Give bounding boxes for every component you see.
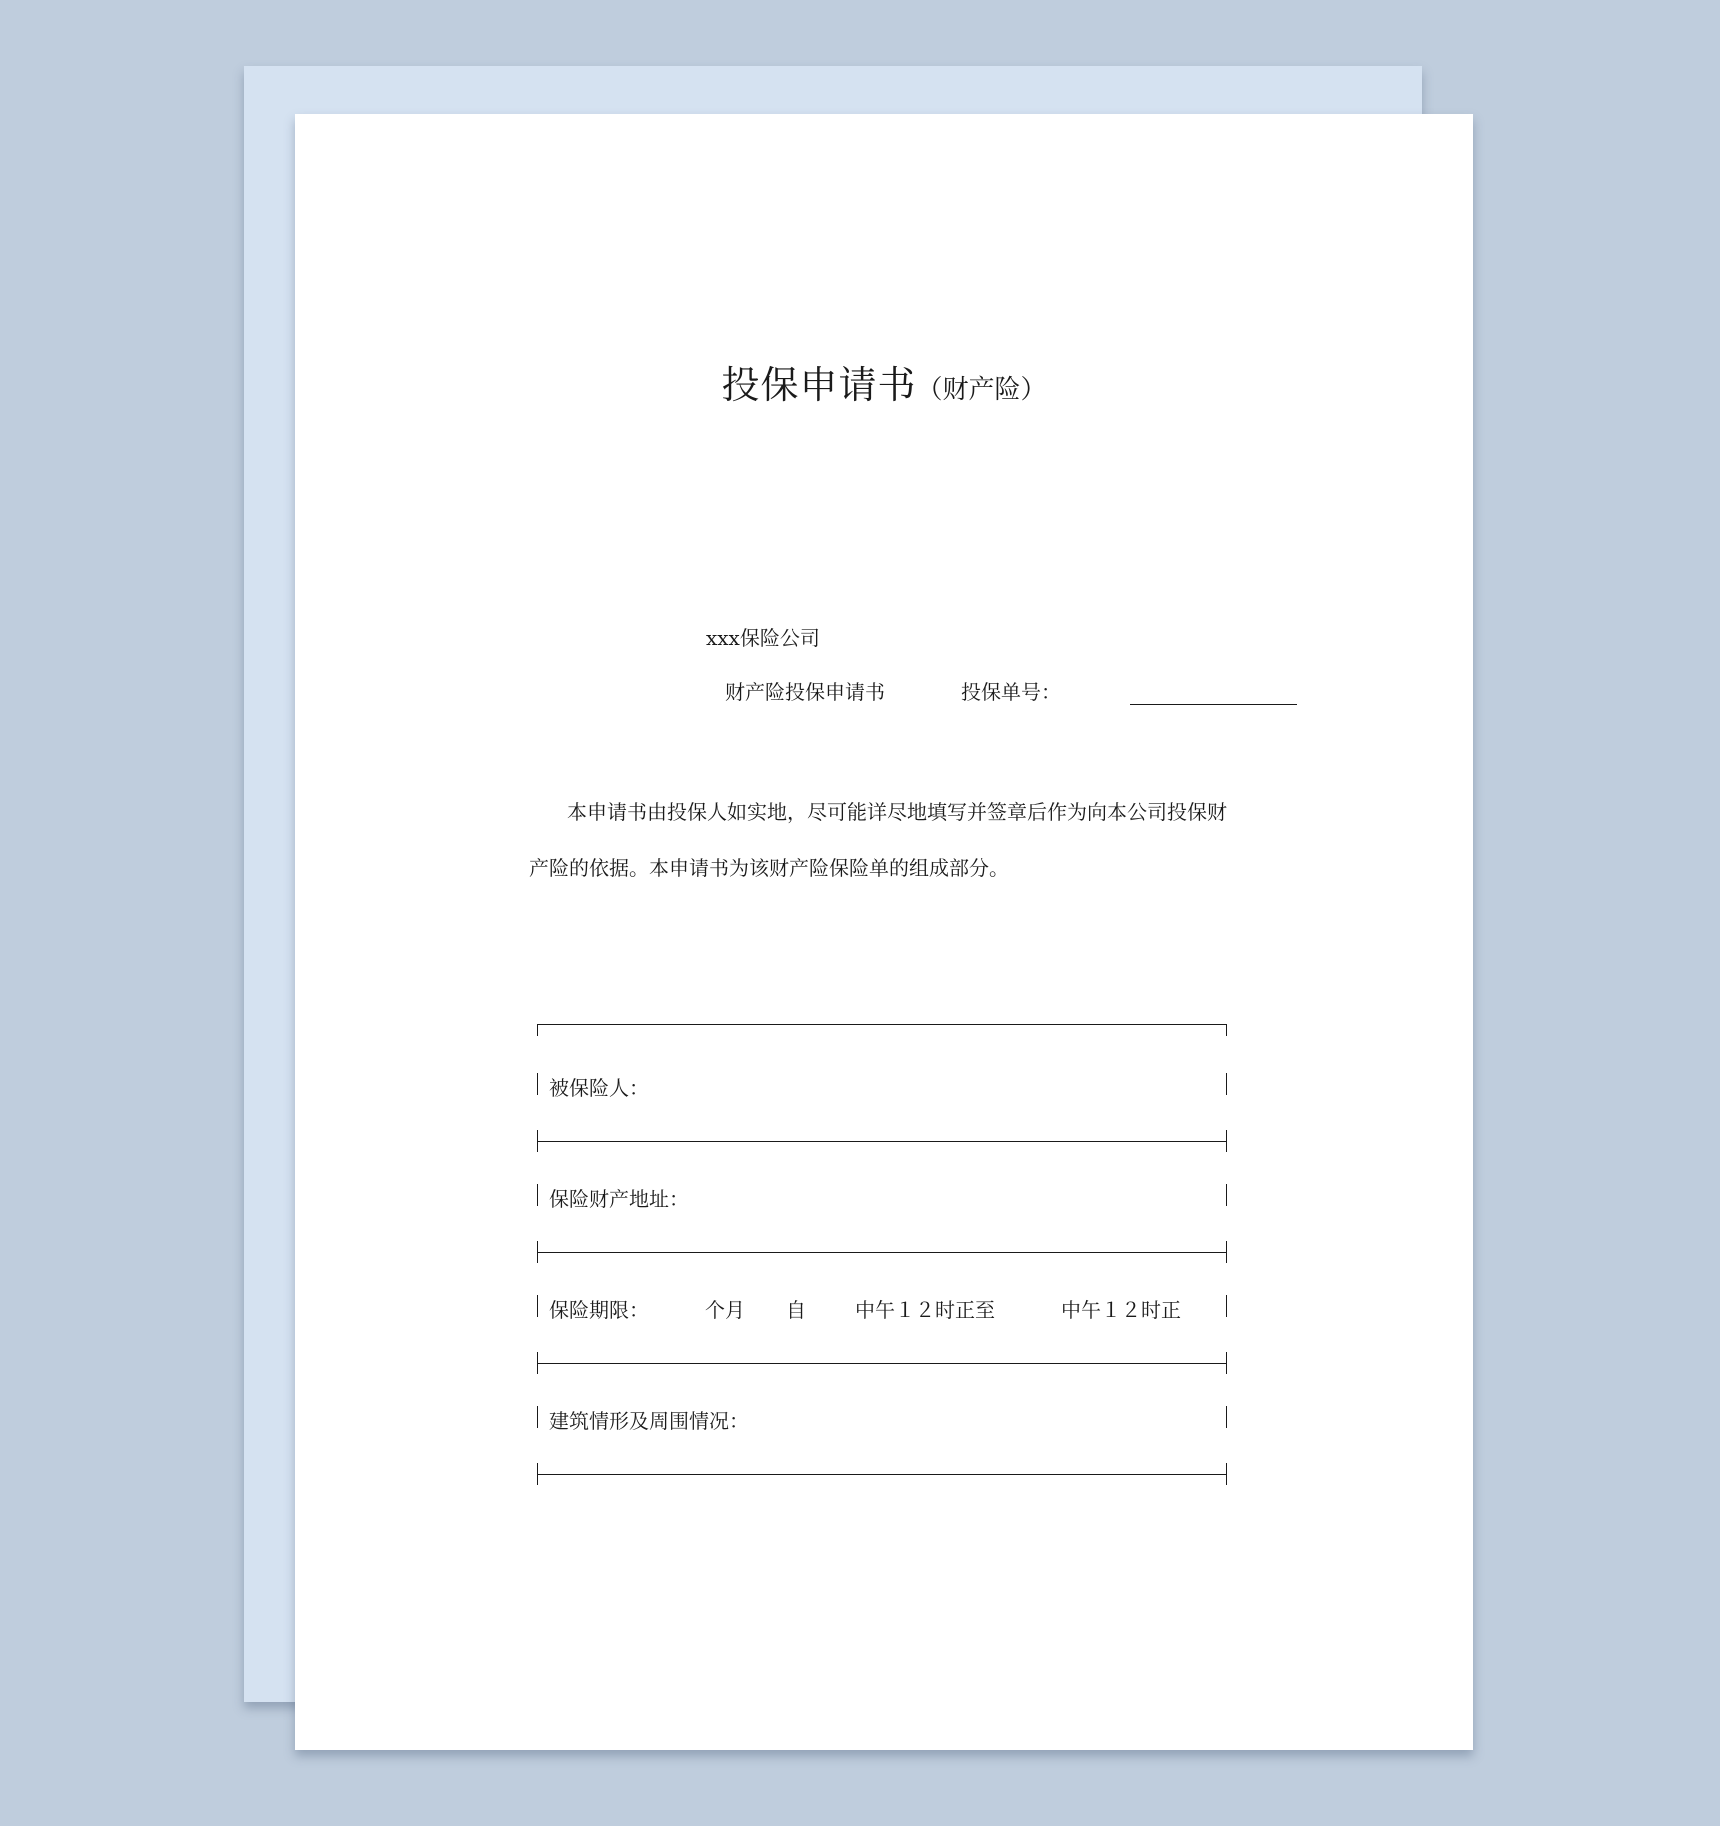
- building-row[interactable]: [537, 1369, 1227, 1468]
- building-label: 建筑情形及周围情况：: [549, 1409, 749, 1433]
- period-noon-end: 中午１２时正: [1061, 1298, 1181, 1322]
- document-title: [295, 354, 1473, 409]
- form-name: 财产险投保申请书: [725, 680, 885, 704]
- period-label: 保险期限：: [549, 1298, 649, 1322]
- row-divider: [537, 1135, 1227, 1147]
- intro-text: 本申请书由投保人如实地，尽可能详尽地填写并签章后作为向本公司投保财产险的依据。本申请书为该财产险保险单的组成部分。: [529, 800, 1227, 880]
- row-divider: [537, 1246, 1227, 1258]
- period-months: 个月: [705, 1298, 745, 1322]
- period-from: 自: [786, 1298, 806, 1322]
- policy-number-field[interactable]: [1130, 704, 1297, 705]
- table-top-border: [537, 1024, 1227, 1036]
- intro-paragraph: [529, 784, 1241, 896]
- insured-row[interactable]: [537, 1036, 1227, 1135]
- title-sub: （财产险）: [916, 375, 1047, 405]
- insured-label: 被保险人：: [549, 1076, 649, 1100]
- application-form-table: [537, 1024, 1227, 1480]
- company-name: xxx保险公司: [706, 626, 820, 650]
- address-label: 保险财产地址：: [549, 1187, 689, 1211]
- address-row[interactable]: [537, 1147, 1227, 1246]
- period-row[interactable]: [537, 1258, 1227, 1357]
- document-page: [295, 114, 1473, 1750]
- row-divider: [537, 1357, 1227, 1369]
- policy-number-label: 投保单号：: [961, 680, 1061, 704]
- period-noon-start: 中午１２时正至: [855, 1298, 995, 1322]
- title-main: 投保申请书: [721, 363, 917, 407]
- table-bottom-border: [537, 1468, 1227, 1480]
- subtitle-row: [725, 676, 1245, 706]
